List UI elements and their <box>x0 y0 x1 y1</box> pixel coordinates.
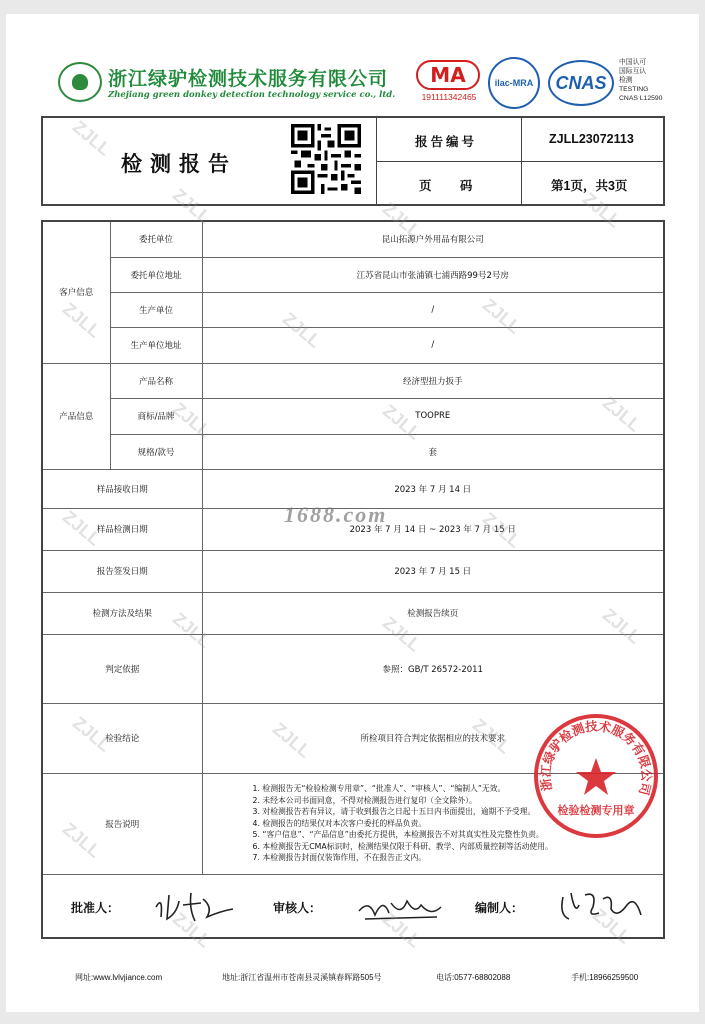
zjll-watermark: ZJLL <box>168 184 215 228</box>
note-item: 6. 本检测报告无CMA标识时，检测结果仅限于科研、教学、内部质量控制等活动使用。 <box>252 841 553 851</box>
table-row <box>42 703 664 773</box>
reviewer-signature <box>355 889 447 925</box>
field-label: 委托单位 <box>110 221 202 257</box>
zjll-watermark: ZJLL <box>478 508 525 552</box>
report-number-value: ZJLL23072113 <box>549 132 634 146</box>
receive-date-value: 2023 年 7 月 14 日 <box>202 469 664 508</box>
report-title: 检测报告 <box>121 152 237 176</box>
cnas-logo-icon: CNAS <box>548 60 614 106</box>
footer-phone: 电话:0577-68802088 <box>436 973 511 982</box>
table-row <box>42 773 664 874</box>
zjll-watermark: ZJLL <box>378 400 425 444</box>
stamp-bottom-text: 检验检测专用章 <box>557 804 635 817</box>
reviewer-label: 审核人： <box>273 900 322 915</box>
approver-signature <box>151 887 237 925</box>
method-label: 检测方法及结果 <box>42 592 202 634</box>
1688-watermark: 1688.com <box>284 502 388 527</box>
zjll-watermark: ZJLL <box>58 298 105 342</box>
test-date-label: 样品检测日期 <box>42 508 202 550</box>
zjll-watermark: ZJLL <box>598 392 645 436</box>
brand-value: TOOPRE <box>202 398 664 434</box>
basis-label: 判定依据 <box>42 634 202 703</box>
ilac-mra-logo-icon: ilac-MRA <box>488 57 540 109</box>
zjll-watermark: ZJLL <box>168 908 215 952</box>
zjll-watermark: ZJLL <box>378 612 425 656</box>
report-table <box>41 220 665 939</box>
company-name-cn: 浙江绿驴检测技术服务有限公司 <box>108 68 389 90</box>
field-label: 规格/款号 <box>110 434 202 469</box>
table-row <box>42 221 664 257</box>
editor-signature <box>557 885 647 925</box>
footer-mobile: 手机:18966259500 <box>571 973 639 982</box>
approver-label: 批准人： <box>71 900 120 915</box>
product-name-value: 经济型扭力扳手 <box>202 363 664 398</box>
page-label: 页 码 <box>419 178 485 193</box>
model-value: 套 <box>202 434 664 469</box>
company-name-en: Zhejiang green donkey detection technology service co., ltd. <box>108 90 396 100</box>
cnas-accreditation-text <box>619 58 662 103</box>
field-label: 商标/品牌 <box>110 398 202 434</box>
zjll-watermark: ZJLL <box>378 908 425 952</box>
notes-label: 报告说明 <box>42 773 202 874</box>
cma-number: 191111342465 <box>421 92 477 102</box>
test-date-value: 2023 年 7 月 14 日 ~ 2023 年 7 月 15 日 <box>202 508 664 550</box>
receive-date-label: 样品接收日期 <box>42 469 202 508</box>
conclusion-value: 所检项目符合判定依据相应的技术要求 <box>202 703 664 773</box>
cnas-line: CNAS L12590 <box>619 95 663 102</box>
zjll-watermark: ZJLL <box>588 904 635 948</box>
zjll-watermark: ZJLL <box>578 188 625 232</box>
table-row <box>42 257 664 292</box>
client-address-value: 江苏省昆山市张浦镇七浦西路99号2号房 <box>202 257 664 292</box>
zjll-watermark: ZJLL <box>278 308 325 352</box>
issue-date-label: 报告签发日期 <box>42 550 202 592</box>
zjll-watermark: ZJLL <box>478 294 525 338</box>
table-row <box>42 327 664 363</box>
cnas-line: 检测 <box>619 77 633 84</box>
table-row <box>42 434 664 469</box>
stamp-text: 浙江绿驴检测技术服务有限公司 <box>537 718 655 797</box>
zjll-watermark: ZJLL <box>168 608 215 652</box>
client-section-label: 客户信息 <box>42 221 110 363</box>
green-donkey-logo-icon <box>58 62 102 102</box>
footer-address: 地址:浙江省温州市苍南县灵溪镇春晖路505号 <box>222 973 382 982</box>
table-row <box>42 398 664 434</box>
zjll-watermark: ZJLL <box>58 818 105 862</box>
zjll-watermark: ZJLL <box>68 712 115 756</box>
manufacturer-address-value: / <box>202 327 664 363</box>
zjll-watermark: ZJLL <box>378 198 425 242</box>
signature-row <box>42 874 664 938</box>
issue-date-value: 2023 年 7 月 15 日 <box>202 550 664 592</box>
note-item: 3. 对检测报告若有异议，请于收到报告之日起十五日内书面提出，逾期不予受理。 <box>252 807 536 817</box>
report-title-box <box>41 116 665 206</box>
product-section-label: 产品信息 <box>42 363 110 469</box>
field-label: 生产单位 <box>110 292 202 327</box>
cnas-line: 国际互认 <box>619 68 647 75</box>
cnas-line: 中国认可 <box>619 59 647 66</box>
table-row <box>42 363 664 398</box>
field-label: 产品名称 <box>110 363 202 398</box>
note-item: 4. 检测报告的结果仅对本次客户委托的样品负责。 <box>252 818 427 828</box>
cnas-line: TESTING <box>619 86 649 93</box>
note-item: 1. 检测报告无“检验检测专用章”、“批准人”、“审核人”、“编制人”无效。 <box>252 783 506 793</box>
zjll-watermark: ZJLL <box>58 506 105 550</box>
footer-website: 网址:www.lvlvjiance.com <box>75 973 163 982</box>
report-number-label: 报告编号 <box>415 134 478 149</box>
client-name-value: 昆山拓源户外用品有限公司 <box>202 221 664 257</box>
cma-label: MA <box>416 60 480 90</box>
conclusion-label: 检验结论 <box>42 703 202 773</box>
table-row <box>42 592 664 634</box>
table-row <box>42 550 664 592</box>
basis-value: 参照：GB/T 26572-2011 <box>202 634 664 703</box>
qr-code-icon <box>291 124 361 194</box>
table-row <box>42 634 664 703</box>
editor-label: 编制人： <box>475 900 524 915</box>
zjll-watermark: ZJLL <box>598 604 645 648</box>
field-label: 委托单位地址 <box>110 257 202 292</box>
note-item: 7. 本检测报告封面仅装饰作用，不在报告正文内。 <box>252 853 427 863</box>
cma-logo-icon <box>416 60 482 108</box>
method-value: 检测报告续页 <box>202 592 664 634</box>
zjll-watermark: ZJLL <box>168 398 215 442</box>
field-label: 生产单位地址 <box>110 327 202 363</box>
table-row <box>42 292 664 327</box>
manufacturer-value: / <box>202 292 664 327</box>
zjll-watermark: ZJLL <box>468 714 515 758</box>
notes-list <box>202 773 664 874</box>
note-item: 2. 未经本公司书面同意，不得对检测报告进行复印（全文除外）。 <box>252 795 477 805</box>
note-item: 5. “客户信息”、“产品信息”由委托方提供，本检测报告不对其真实性及完整性负责。 <box>252 830 544 840</box>
zjll-watermark: ZJLL <box>68 116 115 160</box>
page-value: 第1页，共3页 <box>551 179 628 193</box>
zjll-watermark: ZJLL <box>268 718 315 762</box>
